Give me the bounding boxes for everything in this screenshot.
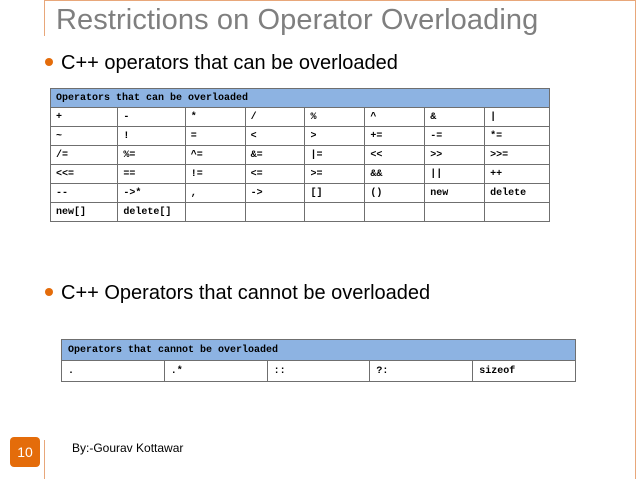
page-number: 10 xyxy=(17,444,33,460)
table-cell xyxy=(185,203,245,222)
table-cell: [] xyxy=(305,184,365,203)
frame-left-border xyxy=(44,0,45,36)
bullet-overloadable-text: C++ operators that can be overloaded xyxy=(61,52,398,74)
table-row xyxy=(62,361,576,382)
table-row xyxy=(51,146,550,165)
table-cell: new xyxy=(425,184,485,203)
table-cell: % xyxy=(305,108,365,127)
table-cell: sizeof xyxy=(473,361,576,382)
frame-right-border xyxy=(635,0,636,479)
table-cell: - xyxy=(118,108,185,127)
table-cell: + xyxy=(51,108,118,127)
table-cell: != xyxy=(185,165,245,184)
table-cell: <<= xyxy=(51,165,118,184)
table-header: Operators that cannot be overloaded xyxy=(62,340,576,361)
table-cell: new[] xyxy=(51,203,118,222)
table-cell: >>= xyxy=(485,146,550,165)
bullet-not-overloadable-text: C++ Operators that cannot be overloaded xyxy=(61,282,431,304)
table-cell: () xyxy=(365,184,425,203)
table-cell: ++ xyxy=(485,165,550,184)
author-credit: By:-Gourav Kottawar xyxy=(72,441,184,455)
table-cell: delete[] xyxy=(118,203,185,222)
table-row xyxy=(51,184,550,203)
table-cell: * xyxy=(185,108,245,127)
table-cell: delete xyxy=(485,184,550,203)
table-cell: | xyxy=(485,108,550,127)
table-not-overloadable xyxy=(61,339,576,382)
table-cell: , xyxy=(185,184,245,203)
table-cell: && xyxy=(365,165,425,184)
table-cell: &= xyxy=(245,146,305,165)
table-cell: >> xyxy=(425,146,485,165)
table-cell: == xyxy=(118,165,185,184)
table-cell xyxy=(485,203,550,222)
bullet-not-overloadable xyxy=(45,282,430,305)
table-cell xyxy=(425,203,485,222)
table-header-row xyxy=(51,89,550,108)
table-overloadable xyxy=(50,88,550,222)
table-row xyxy=(51,203,550,222)
table-cell: << xyxy=(365,146,425,165)
table-row xyxy=(51,165,550,184)
table-cell: / xyxy=(245,108,305,127)
page-number-badge xyxy=(10,437,40,467)
table-cell: || xyxy=(425,165,485,184)
table-cell: += xyxy=(365,127,425,146)
table-row xyxy=(51,108,550,127)
table-cell: ^ xyxy=(365,108,425,127)
table-cell: . xyxy=(62,361,165,382)
table-cell xyxy=(245,203,305,222)
bullet-dot-icon xyxy=(45,58,53,66)
table-cell: |= xyxy=(305,146,365,165)
table-cell: ?: xyxy=(370,361,473,382)
table-cell: ! xyxy=(118,127,185,146)
table-cell: = xyxy=(185,127,245,146)
table-cell: .* xyxy=(164,361,267,382)
table-cell: /= xyxy=(51,146,118,165)
table-cell: *= xyxy=(485,127,550,146)
table-cell: ^= xyxy=(185,146,245,165)
table-cell: & xyxy=(425,108,485,127)
table-cell: -= xyxy=(425,127,485,146)
table-cell: -- xyxy=(51,184,118,203)
bullet-dot-icon xyxy=(45,288,53,296)
table-cell xyxy=(365,203,425,222)
table-cell: ->* xyxy=(118,184,185,203)
bullet-overloadable xyxy=(45,52,398,75)
table-cell: :: xyxy=(267,361,370,382)
table-header-row xyxy=(62,340,576,361)
table-cell: <= xyxy=(245,165,305,184)
table-cell: >= xyxy=(305,165,365,184)
table-cell: ~ xyxy=(51,127,118,146)
table-cell: %= xyxy=(118,146,185,165)
table-cell: -> xyxy=(245,184,305,203)
table-cell xyxy=(305,203,365,222)
table-cell: > xyxy=(305,127,365,146)
frame-top-border xyxy=(44,0,636,1)
table-header: Operators that can be overloaded xyxy=(51,89,550,108)
slide-title: Restrictions on Operator Overloading xyxy=(56,4,539,36)
frame-left-border-lower xyxy=(44,440,45,479)
table-row xyxy=(51,127,550,146)
table-cell: < xyxy=(245,127,305,146)
